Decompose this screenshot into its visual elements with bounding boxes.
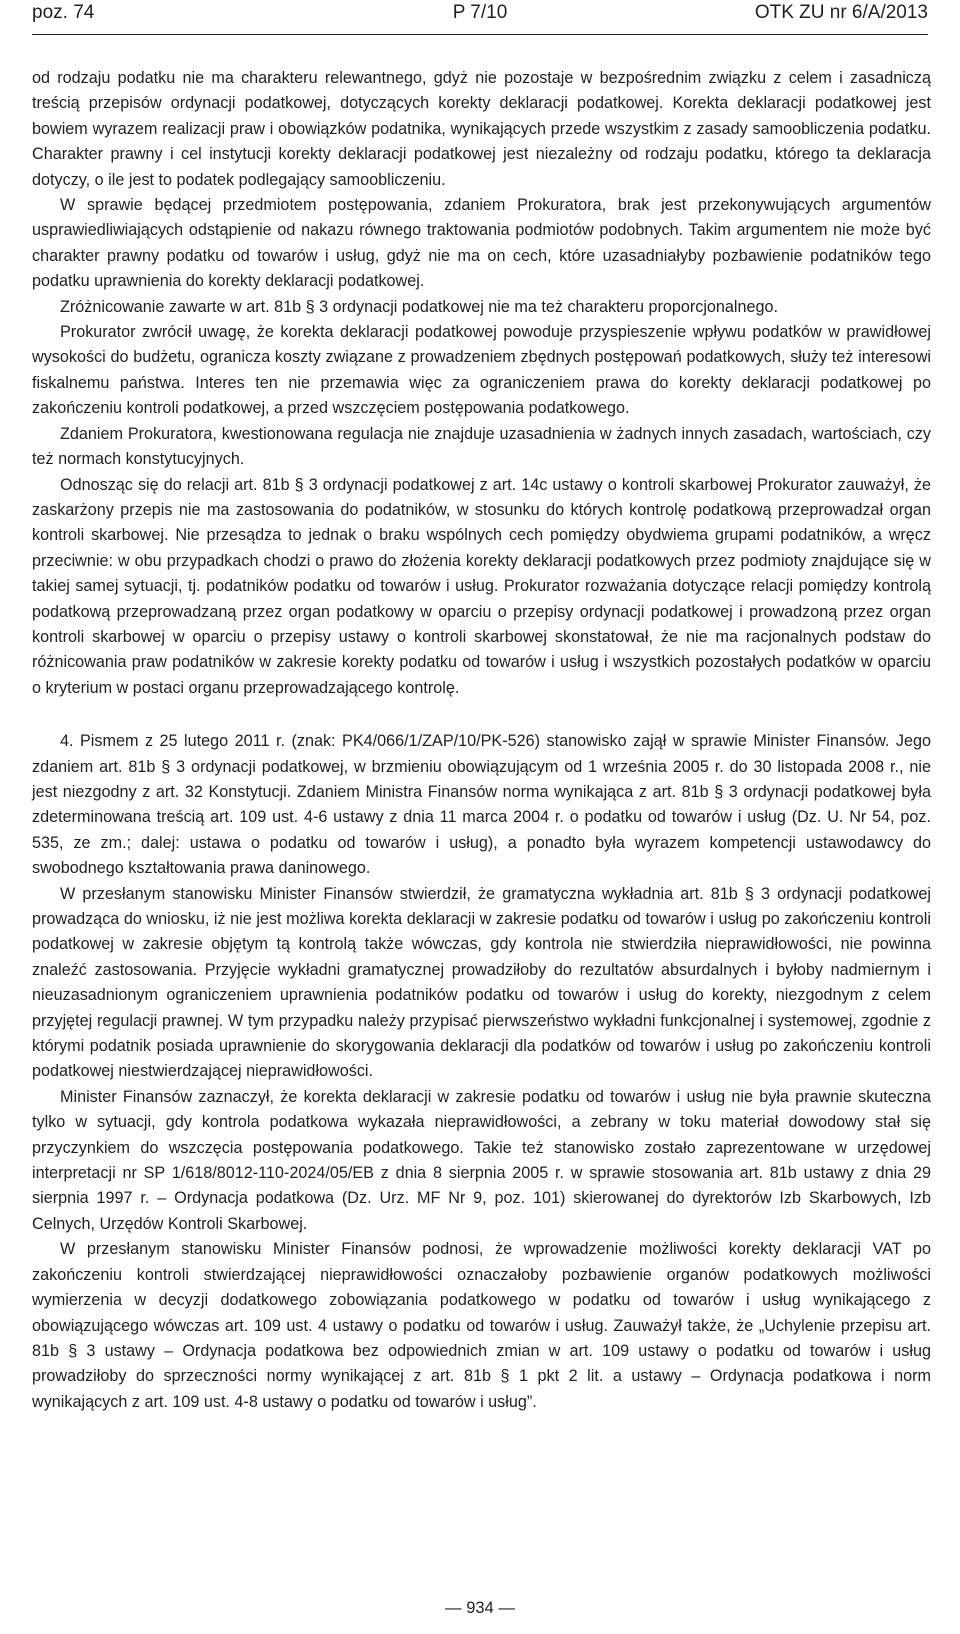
header-case-reference: P 7/10 [452, 2, 508, 23]
paragraph: Prokurator zwrócił uwagę, że korekta deklaracji podatkowej powoduje przyspieszenie wpływu podatków w prawidłowej wysokości do budżetu, ogranicza koszty związane z prowadzeniem zbędnych postępowań podatkowych, służy też interesowi fiskalnemu państwa. Interes ten nie przemawia więc za ograniczeniem prawa do korekty deklaracji podatkowej po zakończeniu kontroli podatkowej, a przed wszczęciem postępowania podatkowego. [32, 323, 931, 418]
paragraph: W przesłanym stanowisku Minister Finansów podnosi, że wprowadzenie możliwości korekty deklaracji VAT po zakończeniu kontroli stwierdzającej nieprawidłowości oznaczałoby pozbawienie organów podatkowych możliwości wymierzenia w decyzji dodatkowego zobowiązania podatkowego w podatku od towarów i usług wynikającego z obowiązującego wówczas art. 109 ust. 4 ustawy o podatku od towarów i usług. Zauważył także, że „Uchylenie przepisu art. 81b § 3 ustawy – Ordynacja podatkowa bez odpowiednich zmian w art. 109 ustawy o podatku od towarów i usług prowadziłoby do sprzeczności normy wynikającej z art. 81b § 1 pkt 2 lit. a ustawy – Ordynacja podatkowa i norm wynikających z art. 109 ust. 4-8 ustawy o podatku od towarów i usług”. [32, 1240, 931, 1411]
paragraph: Minister Finansów zaznaczył, że korekta deklaracji w zakresie podatku od towarów i usług nie była prawnie skuteczna tylko w sytuacji, gdy kontrola podatkowa wykazała nieprawidłowości, a zebrany w toku materiał dowodowy stał się przyczynkiem do wszczęcia postępowania podatkowego. Takie też stanowisko zostało zaprezentowane w urzędowej interpretacji nr SP 1/618/8012-110-2024/05/EB z dnia 8 sierpnia 2005 r. w sprawie stosowania art. 81b ustawy z dnia 29 sierpnia 1997 r. – Ordynacja podatkowa (Dz. Urz. MF Nr 9, poz. 101) skierowanej do dyrektorów Izb Skarbowych, Izb Celnych, Urzędów Kontroli Skarbowej. [32, 1087, 931, 1233]
paragraph: od rodzaju podatku nie ma charakteru relewantnego, gdyż nie pozostaje w bezpośrednim związku z celem i zasadniczą treścią przepisów ordynacji podatkowej, dotyczących korekty deklaracji podatkowej. Korekta deklaracji podatkowej jest bowiem wyrazem realizacji praw i obowiązków podatnika, wynikających przede wszystkim z zasady samoobliczenia podatku. Charakter prawny i cel instytucji korekty deklaracji podatkowej jest niezależny od rodzaju podatku, którego ta deklaracja dotyczy, o ile jest to podatek podlegający samoobliczeniu. [32, 69, 931, 189]
header-journal-reference: OTK ZU nr 6/A/2013 [754, 2, 928, 23]
paragraph: Zróżnicowanie zawarte w art. 81b § 3 ordynacji podatkowej nie ma też charakteru proporcjonalnego. [60, 297, 779, 316]
paragraph: Odnosząc się do relacji art. 81b § 3 ordynacji podatkowej z art. 14c ustawy o kontroli skarbowej Prokurator zauważył, że zaskarżony przepis nie ma zastosowania do podatników, w stosunku do których kontrolę podatkową przeprowadzał organ kontroli skarbowej. Nie przesądza to jednak o braku wspólnych cech pomiędzy obydwiema grupami podatników, a wręcz przeciwnie: w obu przypadkach chodzi o prawo do złożenia korekty deklaracji podatkowych przez podmioty znajdujące się w takiej samej sytuacji, tj. podatników podatku od towarów i usług. Prokurator rozważania dotyczące relacji pomiędzy kontrolą podatkową przeprowadzaną przez organ podatkowy w oparciu o przepisy ordynacji podatkowej i prowadzoną przez organ kontroli skarbowej w oparciu o przepisy ustawy o kontroli skarbowej skonstatował, że nie ma racjonalnych podstaw do różnicowania praw podatników w zakresie korekty podatku od towarów i usług i wszystkich pozostałych podatków w oparciu o kryterium w postaci organu przeprowadzającego kontrolę. [32, 475, 931, 697]
page-number: — 934 — [445, 1599, 515, 1617]
page-header [32, 0, 928, 35]
paragraph: Zdaniem Prokuratora, kwestionowana regulacja nie znajduje uzasadnienia w żadnych innych zasadach, wartościach, czy też normach konstytucyjnych. [32, 424, 931, 469]
header-page-position: poz. 74 [32, 2, 95, 23]
document-body [32, 66, 931, 1415]
paragraph: W przesłanym stanowisku Minister Finansów stwierdził, że gramatyczna wykładnia art. 81b § 3 ordynacji podatkowej prowadząca do wniosku, iż nie jest możliwa korekta deklaracji w zakresie podatku od towarów i usług po zakończeniu kontroli podatkowej w zakresie objętym tą kontrolą także wówczas, gdy kontrola nie stwierdziła nieprawidłowości, nie powinna znaleźć zastosowania. Przyjęcie wykładni gramatycznej prowadziłoby do rezultatów absurdalnych i byłoby nadmiernym i nieuzasadnionym ograniczeniem uprawnienia podatników podatku od towarów i usług do korekty, niezgodnym z celem przyjętej regulacji prawnej. W tym przypadku należy przypisać pierwszeństwo wykładni funkcjonalnej i systemowej, zgodnie z którymi podatnik posiada uprawnienie do skorygowania deklaracji dla podatków od towarów i usług po zakończeniu kontroli podatkowej niestwierdzającej nieprawidłowości. [32, 884, 931, 1081]
paragraph: W sprawie będącej przedmiotem postępowania, zdaniem Prokuratora, brak jest przekonywujących argumentów usprawiedliwiających odstąpienie od nakazu równego traktowania podmiotów podobnych. Takim argumentem nie może być charakter prawny podatku od towarów i usług, gdyż nie ma on cech, które uzasadniałyby pozbawienie podatników tego podatku uprawnienia do korekty deklaracji podatkowej. [32, 196, 931, 291]
paragraph: 4. Pismem z 25 lutego 2011 r. (znak: PK4/066/1/ZAP/10/PK-526) stanowisko zajął w sprawie Minister Finansów. Jego zdaniem art. 81b § 3 ordynacji podatkowej, w brzmieniu obowiązującym od 1 września 2005 r. do 30 listopada 2008 r., nie jest niezgodny z art. 32 Konstytucji. Zdaniem Ministra Finansów norma wynikająca z art. 81b § 3 ordynacji podatkowej była zdeterminowana treścią art. 109 ust. 4-6 ustawy z dnia 11 marca 2004 r. o podatku od towarów i usług (Dz. U. Nr 54, poz. 535, ze zm.; dalej: ustawa o podatku od towarów i usług), a ponadto była wyrazem kompetencji ustawodawcy do swobodnego kształtowania prawa daninowego. [32, 732, 931, 878]
